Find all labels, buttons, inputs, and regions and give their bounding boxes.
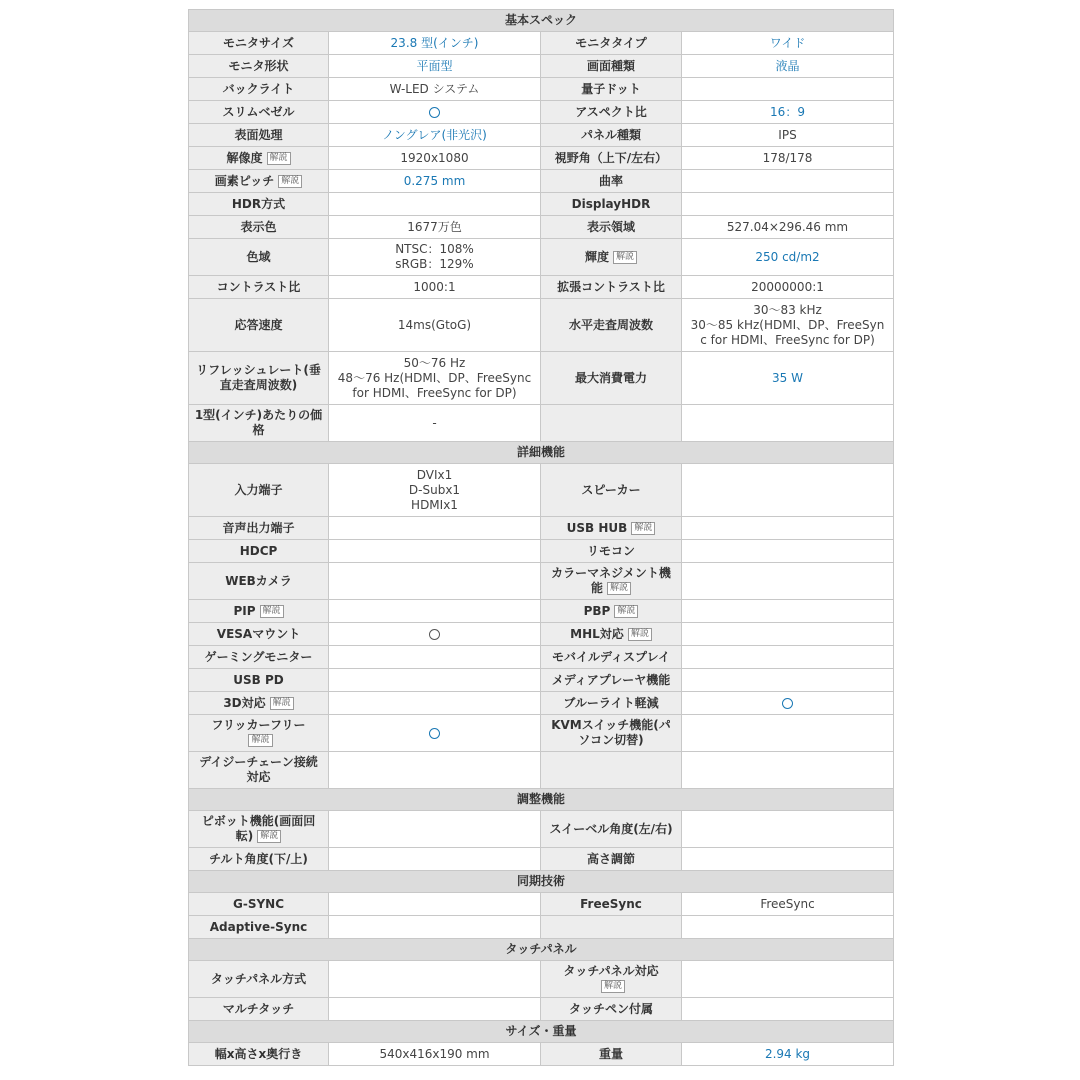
spec-label [541,405,682,442]
spec-value [682,998,894,1021]
spec-value [682,517,894,540]
spec-label: USB PD [189,669,329,692]
value-line: NTSC：108% [395,242,474,256]
spec-label: マルチタッチ [189,998,329,1021]
spec-value [682,715,894,752]
spec-value-link[interactable]: 16：9 [682,101,894,124]
spec-value [329,692,541,715]
spec-value [329,848,541,871]
spec-row [189,646,894,669]
spec-value: 1677万色 [329,216,541,239]
label-line: カラーマネジメント機 [551,566,671,580]
spec-value [329,893,541,916]
spec-value [329,517,541,540]
spec-label: メディアプレーヤ機能 [541,669,682,692]
spec-label: 表示領域 [541,216,682,239]
spec-value [329,540,541,563]
spec-label: 幅x高さx奥行き [189,1043,329,1066]
spec-value-link[interactable]: ノングレア(非光沢) [329,124,541,147]
spec-row [189,101,894,124]
yes-circle-icon [782,698,793,709]
spec-value: 14ms(GtoG) [329,299,541,352]
spec-label-with-help [541,961,682,998]
label-text: PBP [583,603,611,618]
spec-label: 水平走査周波数 [541,299,682,352]
spec-row [189,124,894,147]
spec-value-link[interactable]: 0.275 mm [329,170,541,193]
label-line: リフレッシュレート(垂 [196,363,321,377]
spec-value [682,752,894,789]
section-header-touch: タッチパネル [189,939,894,961]
value-line: 30～85 kHz(HDMI、DP、FreeSyn [690,317,885,332]
value-line: c for HDMI、FreeSync for DP) [700,332,875,347]
spec-row [189,1043,894,1066]
spec-label: モバイルディスプレイ [541,646,682,669]
section-header-sync: 同期技術 [189,871,894,893]
section-header-size: サイズ・重量 [189,1021,894,1043]
spec-value [682,600,894,623]
spec-value [682,170,894,193]
section-header-basic: 基本スペック [189,10,894,32]
spec-label: 高さ調節 [541,848,682,871]
label-text: タッチパネル対応 [563,964,659,978]
spec-value: FreeSync [682,893,894,916]
spec-value [329,811,541,848]
spec-row [189,692,894,715]
spec-label: 入力端子 [189,464,329,517]
spec-value [682,811,894,848]
spec-label: 表面処理 [189,124,329,147]
label-text: 能 [590,581,603,595]
spec-row [189,600,894,623]
spec-row [189,170,894,193]
spec-value [682,961,894,998]
spec-row [189,811,894,848]
spec-row [189,623,894,646]
spec-value: 1920x1080 [329,147,541,170]
spec-label: タッチペン付属 [541,998,682,1021]
spec-label: モニタタイプ [541,32,682,55]
explanation-badge[interactable]: 解説 [270,697,294,710]
spec-label-with-help [189,170,329,193]
spec-label-with-help [189,147,329,170]
label-text: PIP [233,603,256,618]
value-line: 50～76 Hz [403,355,466,370]
spec-row [189,276,894,299]
spec-label [541,715,682,752]
value-line: HDMIx1 [411,497,458,512]
spec-row [189,239,894,276]
spec-value [682,623,894,646]
label-text: 転) [235,829,254,843]
label-text: USB HUB [566,520,628,535]
spec-row [189,352,894,405]
spec-label: G-SYNC [189,893,329,916]
spec-row [189,464,894,517]
spec-label [541,752,682,789]
spec-label [189,752,329,789]
spec-label: ゲーミングモニター [189,646,329,669]
value-line: DVIx1 [416,467,453,482]
spec-label: リモコン [541,540,682,563]
spec-value [329,916,541,939]
spec-label-with-help [541,563,682,600]
spec-value: 540x416x190 mm [329,1043,541,1066]
label-line: KVMスイッチ機能(パ [551,718,671,732]
spec-label-with-help [541,600,682,623]
spec-label: Adaptive-Sync [189,916,329,939]
spec-row [189,405,894,442]
spec-label [541,916,682,939]
spec-row [189,916,894,939]
spec-label-with-help [189,600,329,623]
spec-value [329,352,541,405]
label-text: 3D対応 [223,695,266,710]
explanation-badge[interactable]: 解説 [260,605,284,618]
spec-value [329,669,541,692]
spec-value-link[interactable]: ワイド [682,32,894,55]
spec-value: W-LED システム [329,78,541,101]
section-header-detail: 詳細機能 [189,442,894,464]
spec-row [189,961,894,998]
value-line: sRGB：129% [395,257,474,271]
spec-value [329,623,541,646]
spec-label: モニタサイズ [189,32,329,55]
spec-label: 音声出力端子 [189,517,329,540]
spec-row [189,55,894,78]
spec-label: VESAマウント [189,623,329,646]
spec-value [682,299,894,352]
spec-label [189,405,329,442]
value-line: 48～76 Hz(HDMI、DP、FreeSync [337,370,532,385]
label-line: 対応 [246,770,271,784]
spec-value [329,646,541,669]
spec-label: 最大消費電力 [541,352,682,405]
spec-value [329,239,541,276]
explanation-badge[interactable]: 解説 [631,522,655,535]
spec-label: 重量 [541,1043,682,1066]
value-line: for HDMI、FreeSync for DP) [352,385,517,400]
explanation-badge[interactable]: 解説 [267,152,291,165]
explanation-badge[interactable]: 解説 [257,830,281,843]
spec-value [682,193,894,216]
spec-row [189,216,894,239]
spec-value [682,669,894,692]
spec-value-link[interactable]: 2.94 kg [682,1043,894,1066]
spec-label-with-help [189,715,329,752]
spec-row [189,517,894,540]
spec-row [189,540,894,563]
spec-value: IPS [682,124,894,147]
explanation-badge[interactable]: 解説 [278,175,302,188]
spec-label: 視野角（上下/左右） [541,147,682,170]
spec-value [682,916,894,939]
spec-value-link[interactable] [329,101,541,124]
spec-label: モニタ形状 [189,55,329,78]
spec-value-link[interactable]: 液晶 [682,55,894,78]
value-line: 30～83 kHz [753,302,822,317]
spec-table [188,9,894,1066]
explanation-badge[interactable]: 解説 [628,628,652,641]
spec-value [682,78,894,101]
spec-row [189,78,894,101]
spec-value [682,540,894,563]
spec-value [682,646,894,669]
spec-value [329,563,541,600]
explanation-badge[interactable]: 解説 [607,582,631,595]
spec-label: 応答速度 [189,299,329,352]
yes-circle-icon [429,107,440,118]
spec-value-link[interactable]: 平面型 [329,55,541,78]
spec-row [189,893,894,916]
spec-row [189,752,894,789]
spec-label: 拡張コントラスト比 [541,276,682,299]
label-line: デイジーチェーン接続 [199,755,318,769]
label-line: ソコン切替) [578,733,644,747]
spec-label-with-help [189,692,329,715]
spec-label-with-help [541,239,682,276]
spec-row [189,848,894,871]
spec-label: コントラスト比 [189,276,329,299]
spec-value-link[interactable]: 250 cd/m2 [682,239,894,276]
yes-circle-icon [429,629,440,640]
spec-label: WEBカメラ [189,563,329,600]
section-header-adjust: 調整機能 [189,789,894,811]
spec-label: HDCP [189,540,329,563]
spec-label: 画面種類 [541,55,682,78]
spec-value [329,193,541,216]
spec-label: アスペクト比 [541,101,682,124]
spec-value [329,752,541,789]
label-text: 輝度 [584,249,609,264]
spec-label: スピーカー [541,464,682,517]
spec-label-with-help [189,811,329,848]
label-line: 直走査周波数) [219,378,298,392]
yes-circle-icon [429,728,440,739]
spec-value-link[interactable]: 35 W [682,352,894,405]
spec-label: 量子ドット [541,78,682,101]
spec-row [189,193,894,216]
spec-row [189,998,894,1021]
spec-value [329,998,541,1021]
spec-value [682,464,894,517]
spec-value: 1000:1 [329,276,541,299]
explanation-badge[interactable]: 解説 [601,980,625,993]
spec-value-link[interactable] [329,715,541,752]
spec-label: HDR方式 [189,193,329,216]
spec-row [189,147,894,170]
label-text: 画素ピッチ [214,173,275,188]
spec-label: FreeSync [541,893,682,916]
spec-label [189,352,329,405]
spec-label: チルト角度(下/上) [189,848,329,871]
spec-row [189,563,894,600]
label-text: フリッカーフリー [211,718,306,732]
spec-row [189,715,894,752]
label-line: ピボット機能(画面回 [201,814,316,828]
explanation-badge[interactable]: 解説 [614,605,638,618]
spec-value: - [329,405,541,442]
spec-value [682,405,894,442]
spec-value [682,563,894,600]
spec-value-link[interactable]: 23.8 型(インチ) [329,32,541,55]
label-line: 1型(インチ)あたりの価 [194,408,323,422]
spec-label: ブルーライト軽減 [541,692,682,715]
spec-label: 色域 [189,239,329,276]
spec-label: パネル種類 [541,124,682,147]
spec-label: 表示色 [189,216,329,239]
spec-label: バックライト [189,78,329,101]
spec-label: 曲率 [541,170,682,193]
spec-label-with-help [541,517,682,540]
spec-value: 178/178 [682,147,894,170]
spec-value [329,600,541,623]
spec-label-with-help [541,623,682,646]
explanation-badge[interactable]: 解説 [248,734,272,747]
spec-label: スリムベゼル [189,101,329,124]
spec-value [682,848,894,871]
label-line: 格 [252,423,265,437]
spec-row [189,32,894,55]
spec-value [329,464,541,517]
spec-label: スイーベル角度(左/右) [541,811,682,848]
spec-value: 527.04×296.46 mm [682,216,894,239]
spec-value [329,961,541,998]
spec-label: DisplayHDR [541,193,682,216]
label-text: 解像度 [226,150,263,165]
spec-value-link[interactable] [682,692,894,715]
explanation-badge[interactable]: 解説 [613,251,637,264]
spec-row [189,669,894,692]
spec-label: タッチパネル方式 [189,961,329,998]
spec-row [189,299,894,352]
label-text: MHL対応 [570,626,624,641]
spec-value: 20000000:1 [682,276,894,299]
value-line: D-Subx1 [408,482,461,497]
